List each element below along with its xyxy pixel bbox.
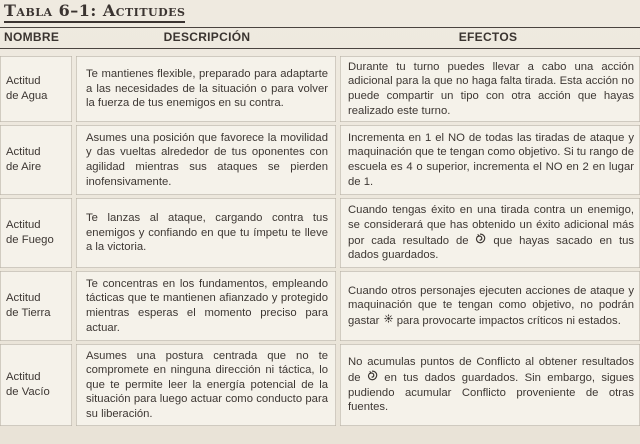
header-name: NOMBRE (4, 30, 60, 44)
table-row (0, 125, 640, 195)
header-effects: EFECTOS (458, 30, 518, 44)
effects-text-a: No acumulas puntos de Conflicto al obtener resultados de (348, 356, 634, 384)
table-row (0, 198, 640, 268)
explosive-success-icon (367, 370, 378, 386)
stances-table (0, 53, 640, 429)
stance-name-line1: Actitud (6, 75, 41, 88)
stance-name-line2: de Tierra (6, 307, 51, 319)
stance-name-cell (0, 198, 72, 268)
explosive-success-icon (475, 233, 486, 249)
stance-effects (340, 271, 640, 341)
effects-text-b: para provocarte impactos críticos ni estados. (396, 314, 621, 327)
stance-description: Asumes una postura centrada que no te compromete en ninguna dirección ni táctica, lo que te permite leer la energía potencial de la situación para luego actuar como conducto para su liberación. (76, 344, 336, 426)
table-row (0, 344, 640, 426)
table-row (0, 271, 640, 341)
stance-description: Te mantienes flexible, preparado para adaptarte a las necesidades de la situación o para volver la fuerza de tus enemigos en su contra. (76, 56, 336, 122)
stance-effects: Incrementa en 1 el NO de todas las tiradas de ataque y maquinación que te tengan como objetivo. Si tu rango de escuela es 4 o superior, incrementa el NO en 2 en lugar de 1. (340, 125, 640, 195)
stance-description: Te concentras en los fundamentos, empleando tácticas que te mantienen afianzado y protegido mientras esperas el momento preciso para actuar. (76, 271, 336, 341)
table-header (0, 27, 640, 49)
table-title-wrap (4, 1, 185, 23)
stance-name-cell (0, 56, 72, 122)
stance-name-cell (0, 344, 72, 426)
stance-name-line2: de Aire (6, 161, 42, 173)
stance-name-line1: Actitud (6, 292, 41, 305)
stance-effects: Durante tu turno puedes llevar a cabo una acción adicional para la que no haga falta tirada. Esta acción no puede compartir un tipo con otra acción que hayas realizado este turno. (340, 56, 640, 122)
table-row (0, 56, 640, 122)
stance-effects (340, 344, 640, 426)
effects-text-a: Cuando tengas éxito en una tirada contra un enemigo, se considerará que has obtenido un éxito adicional más por cada resultado de (348, 204, 634, 247)
stance-description: Asumes una posición que favorece la movilidad y das vueltas alrededor de tus oponentes con agilidad mientras sus ataques se pierden inofensivamente. (76, 125, 336, 195)
effects-text-b: que hayas sacado en tus dados guardados. (348, 234, 635, 262)
stance-effects (340, 198, 640, 268)
stance-name-line1: Actitud (6, 371, 41, 384)
stance-name-line2: de Vacío (6, 386, 50, 398)
stance-description: Te lanzas al ataque, cargando contra tus enemigos y confiando en que tu ímpetu te lleve a la victoria. (76, 198, 336, 268)
stance-name-line2: de Fuego (6, 234, 54, 246)
table-title: Tabla 6–1: Actitudes (4, 1, 185, 23)
stance-name-cell (0, 125, 72, 195)
stance-name-line2: de Agua (6, 90, 48, 102)
stance-name-line1: Actitud (6, 146, 41, 159)
effects-text-a: Cuando otros personajes ejecuten acciones de ataque y maquinación que te tengan como objetivo, no podrán gastar (348, 284, 634, 327)
stance-name-line1: Actitud (6, 219, 41, 232)
effects-text-b: en tus dados guardados. Sin embargo, sigues pudiendo acumular Conflicto proveniente de otras fuentes. (348, 371, 635, 414)
stance-name-cell (0, 271, 72, 341)
header-description: DESCRIPCIÓN (163, 30, 251, 44)
opportunity-icon (383, 313, 394, 329)
